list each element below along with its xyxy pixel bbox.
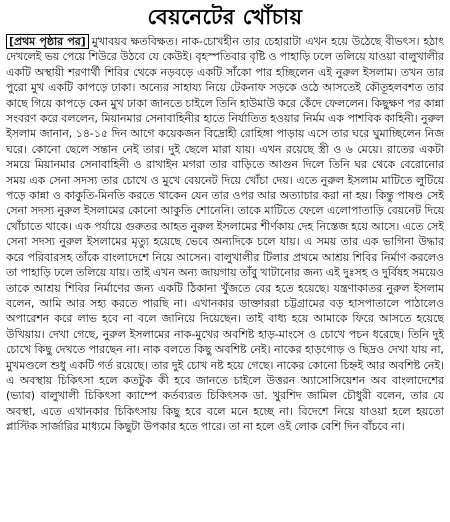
article-body	[6, 34, 444, 435]
article-headline: বেয়নেটের খোঁচায়	[147, 5, 303, 29]
article-body-text: মুখাবয়ব ক্ষতবিক্ষত। নাক-চোখহীন তার চেহারাটা এখন হয়ে উঠেছে বীভৎস। হঠাৎ দেখলেই ভয় পেয়ে শিউরে উঠবে যে কেউই। বৃহস্পতিবার বৃষ্টি ও পাহাড়ি ঢলে তলিয়ে যাওয়া বালুখালীর একটি অস্থায়ী শরণার্থী শিবির থেকে নড়বড়ে একটি সাঁকো পার হচ্ছিলেন এই নুরুল ইসলাম। তখন তার পুরো মুখ একটি কাপড়ে ঢাকা। অন্যের সাহায্য নিয়ে টেকনাফ সড়কে ওঠে আসতেই কৌতূহলবশত তার কাছে গিয়ে কাপড়ে কেন মুখ ঢাকা জানতে চাইলে তিনি হাউমাউ করে কেঁদে ফেললেন। কিছুক্ষণ পর কান্না সংবরণ করে বললেন, মিয়ানমার সেনাবাহিনীর হাতে নির্যাতিত হওয়ার নির্মম এক পাশবিক কাহিনী। নুরুল ইসলাম জানান, ১৪-১৫ দিন আগে কয়েকজন বিদ্রোহী রোহিঙ্গা পাড়ায় এসে তার ঘরে ঘুমাচ্ছিলেন নিজ ঘরে। কোনো ছেলে সন্তান নেই তার। দুই ছেলে মারা যায়। এখন রয়েছে স্ত্রী ও ৬ মেয়ে। রাতের একটা সময়ে মিয়ানমার সেনাবাহিনী ও রাখাইন মগরা তার বাড়িতে আগুন দিলে তিনি ঘর থেকে বেরোনোর সময় এক সেনা সদস্য তার চোখে ও মুখে বেয়নেট দিয়ে খোঁচা দেয়। এতে নুরুল ইসলাম মাটিতে লুটিয়ে পড়ে কান্না ও কাকুতি-মিনতি করতে থাকেন যেন তার ওপর আর অত্যাচার করা না হয়। কিন্তু পাষণ্ড সেই সেনা সদস্য নুরুল ইসলামের কোনো আকুতি শোনেনি। তাকে মাটিতে ফেলে এলোপাতাড়ি বেয়নেট দিয়ে খোঁচাতে থাকে। এক পর্যায়ে গুরুতর আহত নুরুল ইসলামের শীর্ণকায় দেহ নিস্তেজ হয়ে আসে। এতে সেই সেনা সদস্য নুরুল ইসলামের মৃত্যু হয়েছে ভেবে অন্যদিকে চলে যায়। এ সময় তার এক ভাগিনা উদ্ধার করে পরিবারসহ তাঁকে বাংলাদেশে নিয়ে আসেন। বালুখালীর টিলার প্রথমে আশ্রয় শিবির নির্মাণ করলেও তা পাহাড়ি ঢলে তলিয়ে যায়। তাই এখন অন্য জায়গায় তাঁবু খাটানোর জন্য এই দুঃসহ ও দুর্বিষহ সময়েও তাকে আশ্রয় শিবির নির্মাণের জন্য একটি ঠিকানা খুঁজতে বের হতে হয়েছে। যন্ত্রণাকাতর নুরুল ইসলাম বলেন, আমি আর সহ্য করতে পারছি না। এখানকার ডাক্তাররা চট্টগ্রামের বড় হাসপাতালে পাঠালেও অপারেশন করে লাভ হবে না বলে জানিয়ে দিয়েছেন। তাই বাধ্য হয়ে আমাকে ফিরে আসতে হয়েছে উখিয়ায়। দেখা গেছে, নুরুল ইসলামের নাক-মুখের অবশিষ্ট হাড়-মাংসে ও চোখে পচন ধরেছে। তিনি দুই চোখে কিছু দেখতে পারছেন না। নাক বলতে কিছু অবশিষ্ট নেই। নাকের হাড়গোড় ও ছিদ্রও দেখা যায় না, মুখমণ্ডলে শুধু একটি গর্ত রয়েছে। তার দুই চোখ নষ্ট হয়ে গেছে। নাকের কোনো চিহ্নই আর অবশিষ্ট নেই। এ অবস্থায় চিকিৎসা হলে কতটুক কী হবে জানতে চাইলে উত্তরন অ্যাসোসিয়েশন অব বাংলাদেশের (ভ্যাব) বালুখালী চিকিৎসা ক্যাম্পে কর্তব্যরত চিকিৎসক ডা. খুরশিদ জামিল চৌধুরী বলেন, তার যে অবস্থা, এতে এখানকার চিকিৎসায় কিছু হবে বলে মনে হচ্ছে না। বিদেশে নিয়ে যাওয়া হলে হয়তো প্লাস্টিক সার্জারির মাধ্যমে কিছুটা উপকার হতে পারে। তা না হলে ওই লোক বেশি দিন বাঁচবে না।	[6, 35, 444, 434]
headline-container	[6, 4, 444, 30]
news-article	[6, 4, 444, 518]
continuation-label: [প্রথম পৃষ্ঠার পর]	[6, 34, 89, 49]
